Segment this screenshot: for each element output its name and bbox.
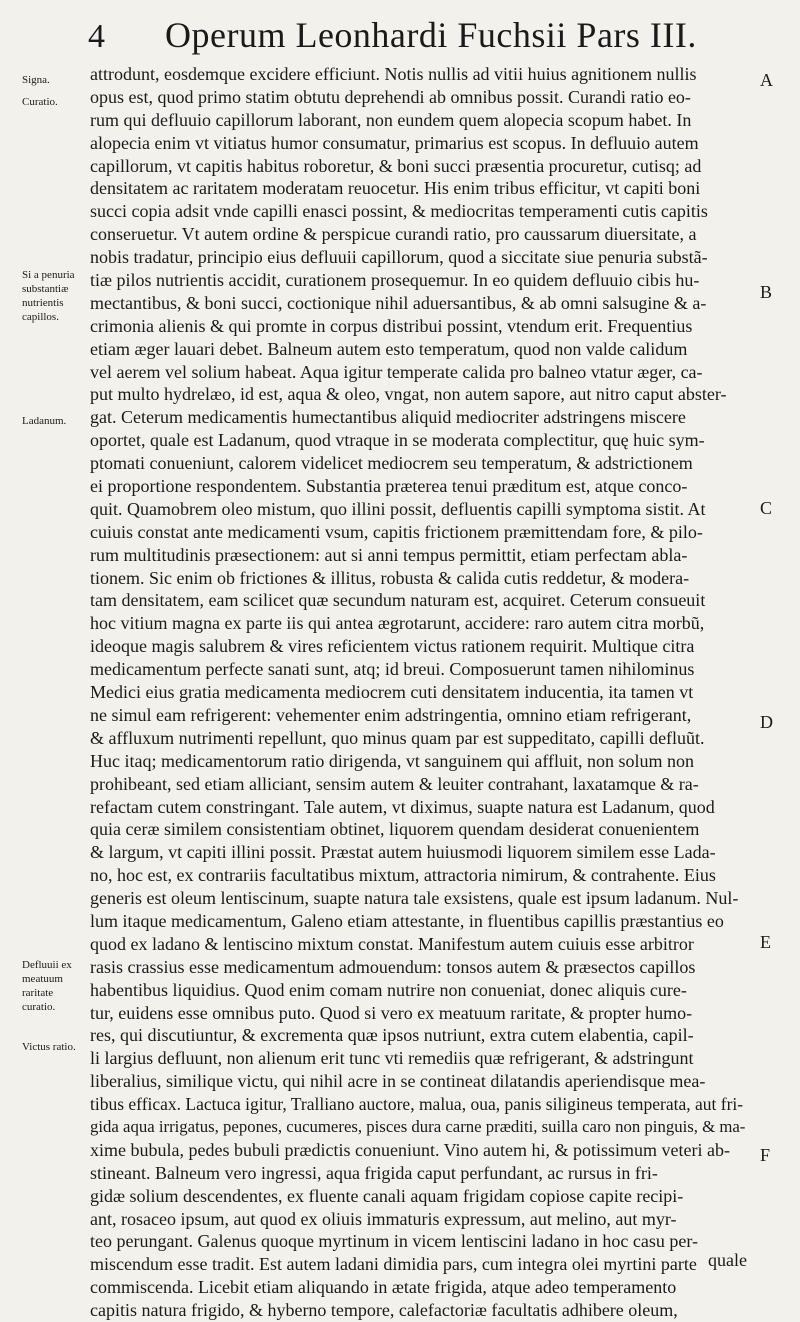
running-title: Operum Leonhardi Fuchsii Pars III. <box>165 15 697 55</box>
text-line: habentibus liquidius. Quod enim comam nutrire non conueniat, donec aliquis cure- <box>90 979 687 1000</box>
margin-note: Curatio. <box>22 96 58 108</box>
margin-note: Defluuii ex meatuum raritate curatio. <box>22 959 72 1013</box>
text-line: oportet, quale est Ladanum, quod vtraque in se moderata complectitur, quę huic sym- <box>90 430 705 451</box>
text-line: opus est, quod primo statim obtutu deprehendi ab omnibus possit. Curandi ratio eo- <box>90 86 691 107</box>
text-line: refactam cutem constringant. Tale autem, vt diximus, suapte natura est Ladanum, quod <box>90 796 715 817</box>
body-text <box>90 63 750 1322</box>
margin-note: Ladanum. <box>22 415 67 427</box>
text-line: tiæ pilos nutrientis accidit, curationem prosequemur. In eo quidem defluuio cibis hu- <box>90 270 700 291</box>
text-line: & affluxum nutrimenti repellunt, quo minus quam par est suppeditato, capilli defluũt. <box>90 727 705 748</box>
text-line: conseruetur. Vt autem ordine & perspicue curandi ratio, pro caussarum diuersitate, a <box>90 224 697 245</box>
text-line: gida aqua irrigatus, pepones, cucumeres, pisces dura carne præditi, suilla caro non pinguis, & ma- <box>90 1116 746 1136</box>
text-line: generis est oleum lentiscinum, suapte natura tale exsistens, quale est ipsum ladanum. Nul- <box>90 888 739 909</box>
text-line: etiam æger lauari debet. Balneum autem esto temperatum, quod non valde calidum <box>90 338 688 359</box>
text-line: cuiuis constat ante medicamenti vsum, capitis frictionem præmittendam fore, & pilo- <box>90 521 703 542</box>
text-line: hoc vitium magna ex parte iis qui antea ægrotarunt, accidere: raro autem citra morbũ, <box>90 613 705 634</box>
text-line: tionem. Sic enim ob frictiones & illitus, robusta & calida cutis reddetur, & modera- <box>90 567 690 588</box>
text-line: tibus efficax. Lactuca igitur, Tralliano auctore, malua, oua, panis siligineus temperata, aut fri- <box>90 1094 744 1115</box>
text-line: tam densitatem, eam scilicet quæ secundum naturam est, acquiret. Ceterum consueuit <box>90 590 706 611</box>
text-line: Medici eius gratia medicamenta mediocrem cuti densitatem inducentia, ita tamen vt <box>90 682 694 703</box>
section-letter: F <box>760 1145 771 1165</box>
text-line: quit. Quamobrem oleo mistum, quo illini possit, defluentis capilli symptoma sistit. At <box>90 498 706 519</box>
text-line: gidæ solium descendentes, ex fluente canali aquam frigidam copiose capite recipi- <box>90 1185 684 1206</box>
text-line: rasis crassius esse medicamentum admouendum: tonsos autem & præsectos capillos <box>90 956 696 977</box>
text-line: res, qui discutiuntur, & excrementa quæ ipsos nutriunt, extra cutem elabentia, capil- <box>90 1025 694 1046</box>
text-line: capillorum, vt capitis habitus roboretur, & boni succi præsentia procuretur, cutisq; ad <box>90 155 702 176</box>
text-line: quod ex ladano & lentiscino mixtum constat. Manifestum autem cuiuis esse arbitror <box>90 933 694 954</box>
text-line: densitatem ac raritatem moderatam reuocetur. His enim tribus efficitur, vt capiti boni <box>90 178 701 199</box>
text-line: prohibeant, sed etiam alliciant, sensim autem & leuiter contrahant, laxatamque & ra- <box>90 773 699 794</box>
section-letter: A <box>760 70 773 90</box>
text-line: mectantibus, & boni succi, coctionique nihil aduersantibus, & ab omni salsugine & a- <box>90 292 707 313</box>
text-line: crimonia alienis & qui promte in corpus distribui possint, vtendum erit. Frequentius <box>90 315 693 336</box>
text-line: put multo hydrelæo, id est, aqua & oleo, vngat, non autem sapore, aut nitro caput abster- <box>90 384 727 405</box>
text-line: succi copia adsit vnde capilli enasci possint, & mediocritas temperamenti cutis capitis <box>90 201 708 222</box>
text-line: alopecia enim vt vitiatus humor consumatur, primarius est scopus. In defluuio autem <box>90 132 699 153</box>
page-number: 4 <box>88 18 105 55</box>
text-line: ptomati conueniunt, calorem videlicet mediocrem seu temperatum, & adstrictionem <box>90 453 693 474</box>
text-line: Huc itaq; medicamentorum ratio dirigenda, vt sanguinem qui affluit, non solum non <box>90 750 695 771</box>
text-line: nobis tradatur, principio eius defluuii capillorum, quod a siccitate siue penuria substã- <box>90 247 708 268</box>
text-line: rum qui defluuio capillorum laborant, non eundem quem alopecia scopum habet. In <box>90 109 692 130</box>
text-line: attrodunt, eosdemque excidere efficiunt. Notis nullis ad vitii huius agnitionem nullis <box>90 64 697 84</box>
text-line: medicamentum perfecte sanati sunt, atq; id breui. Composuerunt tamen nihilominus <box>90 659 695 680</box>
text-line: gat. Ceterum medicamentis humectantibus aliquid mediocriter adstringens miscere <box>90 407 686 428</box>
section-letter: D <box>760 712 773 732</box>
text-line: no, hoc est, ex contrariis facultatibus mixtum, attractoria nimirum, & contrahente. Eius <box>90 865 716 886</box>
text-line: ne simul eam refrigerent: vehementer enim adstringentia, omnino etiam refrigerant, <box>90 704 692 725</box>
text-line: & largum, vt capiti illini possit. Præstat autem huiusmodi liquorem similem esse Lada- <box>90 842 716 863</box>
text-line: ei proportione respondentem. Substantia præterea tenui præditum est, atque conco- <box>90 476 688 497</box>
text-line: teo perungant. Galenus quoque myrtinum in vicem lentiscini ladano in hoc casu per- <box>90 1231 698 1252</box>
section-letter: C <box>760 498 773 518</box>
text-line: miscendum esse tradit. Est autem ladani dimidia pars, cum integra olei myrtini parte <box>90 1254 697 1275</box>
text-line: lum itaque medicamentum, Galeno etiam attestante, in fluentibus capillis præstantius eo <box>90 910 724 931</box>
text-line: stineant. Balneum vero ingressi, aqua frigida caput perfundant, ac rursus in fri- <box>90 1162 658 1183</box>
margin-note: Signa. <box>22 74 50 86</box>
text-line: rum multitudinis præsectionem: aut si anni tempus permittit, etiam perfectam abla- <box>90 544 688 565</box>
text-line: ideoque magis salubrem & vires reficientem victus rationem requirit. Multique citra <box>90 636 695 657</box>
text-line: tur, euidens esse omnibus puto. Quod si vero ex meatuum raritate, & propter humo- <box>90 1002 693 1023</box>
section-letter: E <box>760 932 771 952</box>
text-line: vel aerem vel solium habeat. Aqua igitur temperate calida pro balneo vtatur æger, ca- <box>90 361 703 382</box>
text-line: li largius defluunt, non alienum erit tunc vti remediis quæ refrigerant, & adstringunt <box>90 1048 694 1069</box>
section-letter: B <box>760 282 773 302</box>
text-line: quia ceræ similem consistentiam obtinet, liquorem quendam desiderat conuenientem <box>90 819 700 840</box>
text-line: xime bubula, pedes bubuli prædictis conueniunt. Vino autem hi, & potissimum veteri ab- <box>90 1139 730 1160</box>
text-line: capitis natura frigido, & hyberno tempore, calefactoriæ facultatis adhibere oleum, <box>90 1300 678 1321</box>
catchword: quale <box>708 1250 747 1270</box>
margin-note: Victus ratio. <box>22 1041 76 1053</box>
text-line: ant, rosaceo ipsum, aut quod ex oliuis immaturis expressum, aut melino, aut myr- <box>90 1208 677 1229</box>
text-line: commiscenda. Licebit etiam aliquando in ætate frigida, atque adeo temperamento <box>90 1277 677 1298</box>
text-line: liberalius, similique victu, qui nihil acre in se contineat dilatandis aperiendisque mea- <box>90 1071 706 1092</box>
margin-note: Si a penuria substantiæ nutrientis capillos. <box>22 269 75 323</box>
